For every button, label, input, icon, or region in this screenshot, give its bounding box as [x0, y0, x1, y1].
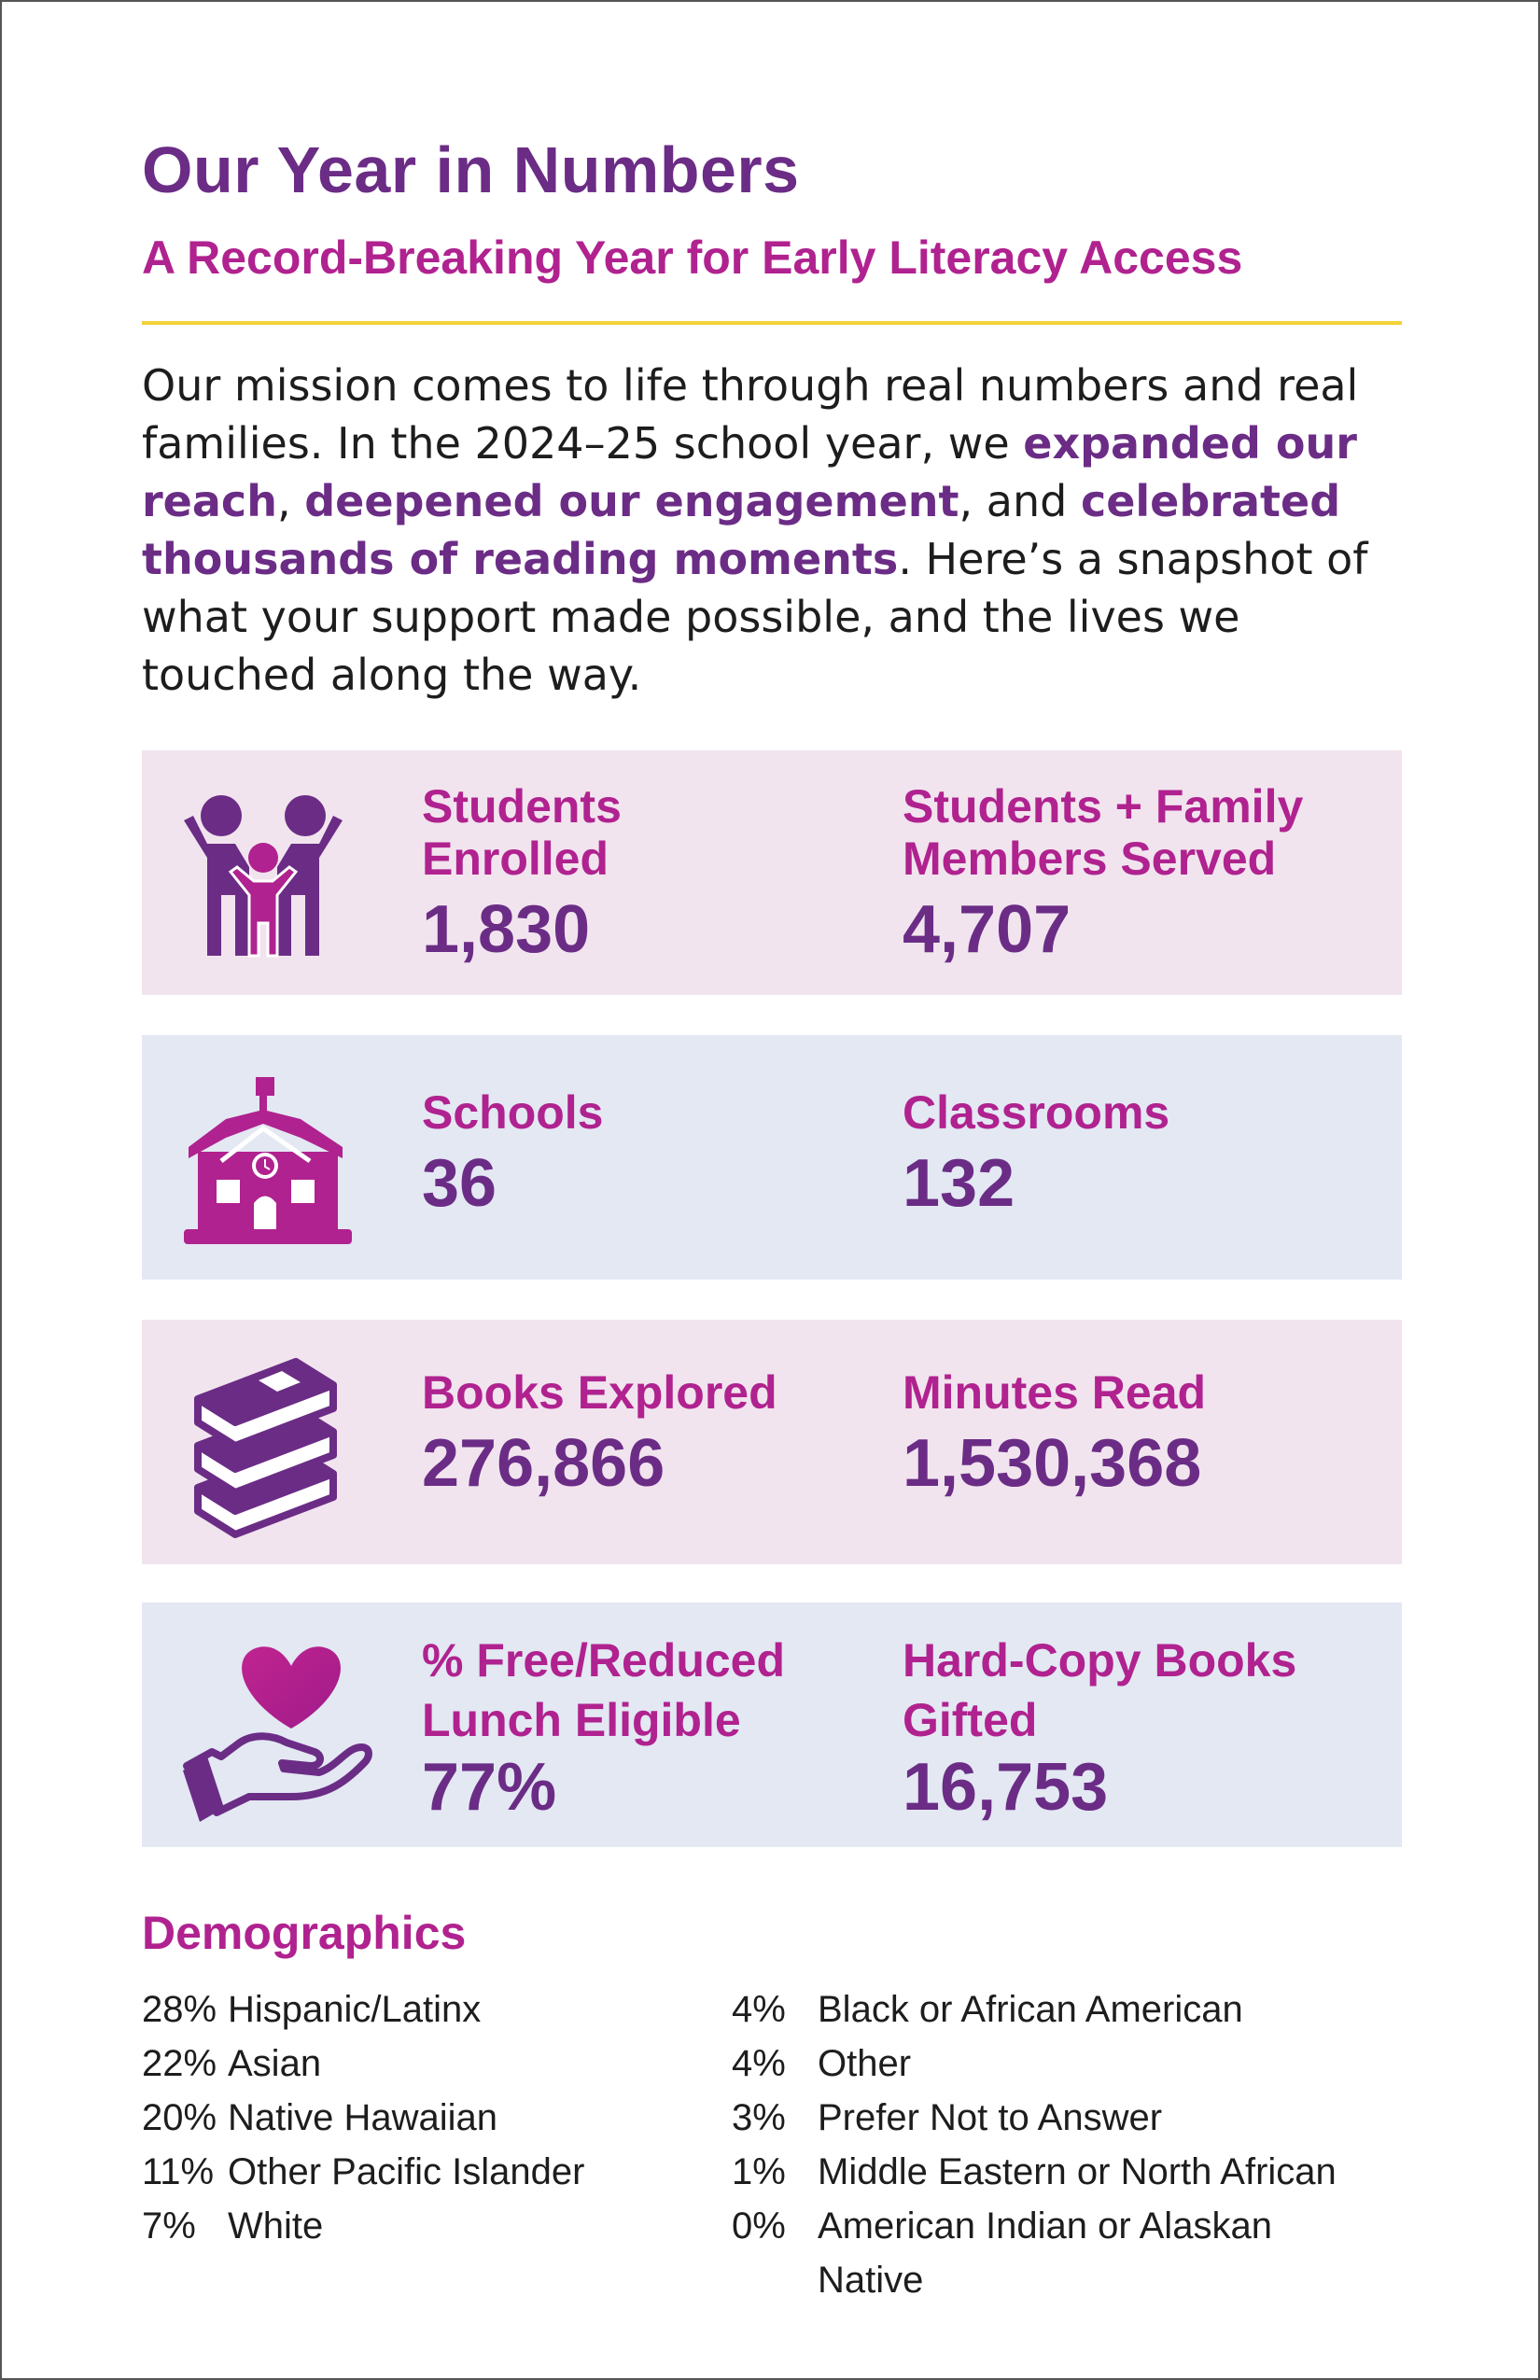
demographic-pct: 22% [142, 2043, 217, 2084]
list-item [732, 1982, 1337, 2037]
stat-value: 4,707 [903, 892, 1071, 967]
stat-value: 16,753 [903, 1750, 1109, 1825]
stat-label: Schools [422, 1086, 604, 1139]
stat-value: 1,530,368 [903, 1426, 1202, 1501]
stats-panel-lunch [142, 1603, 1402, 1847]
demographic-name: Other [818, 2043, 912, 2084]
stats-panel-books [142, 1320, 1402, 1564]
stat-value: 1,830 [422, 892, 591, 967]
school-icon [179, 1072, 357, 1250]
demographic-pct: 3% [732, 2097, 786, 2138]
list-item [142, 2091, 584, 2145]
stat-label: Hard-Copy Books [903, 1634, 1297, 1687]
intro-highlight-reach: expanded our reach [142, 418, 1357, 526]
stat-value: 36 [422, 1146, 497, 1221]
demographic-name: American Indian or Alaskan [818, 2205, 1272, 2247]
stat-label: Students [422, 780, 622, 833]
stat-label: % Free/Reduced [422, 1634, 786, 1687]
divider [142, 321, 1402, 325]
list-item [142, 2145, 584, 2199]
intro-paragraph [142, 357, 1411, 704]
demographic-pct: 11% [142, 2151, 215, 2192]
intro-highlight-moments: celebrated thousands of reading moments [142, 476, 1341, 584]
stat-label: Enrolled [422, 833, 609, 885]
demographic-name: Prefer Not to Answer [818, 2097, 1163, 2138]
stat-students-enrolled [422, 780, 622, 967]
demographic-pct: 7% [142, 2205, 196, 2247]
stat-value: 276,866 [422, 1426, 665, 1501]
list-item [142, 2199, 584, 2253]
demographic-pct [732, 2253, 818, 2307]
list-item [142, 2037, 584, 2091]
heart-hand-icon [179, 1631, 375, 1827]
demographics-list-left [142, 1982, 584, 2253]
list-item [142, 1982, 584, 2037]
demographic-pct: 4% [732, 2043, 786, 2084]
page-title: Our Year in Numbers [142, 133, 800, 206]
demographic-pct: 4% [732, 1989, 786, 2030]
stat-label: Minutes Read [903, 1366, 1207, 1419]
demographic-name: Asian [228, 2043, 322, 2084]
page-subtitle: A Record-Breaking Year for Early Literacy Access [142, 231, 1243, 284]
list-item [732, 2037, 1337, 2091]
stat-label: Books Explored [422, 1366, 777, 1419]
demographic-name: Middle Eastern or North African [818, 2151, 1337, 2192]
stats-panel-schools [142, 1035, 1402, 1280]
intro-separator: , [276, 476, 305, 526]
intro-text: . Here’s a snapshot of what your support made possible, and the lives we touched along the way. [142, 534, 1368, 700]
demographic-name: White [228, 2205, 324, 2247]
demographic-name: Hispanic/Latinx [228, 1989, 482, 2030]
stat-value: 77% [422, 1750, 557, 1825]
intro-text: Our mission comes to life through real numbers and real families. In the 2024–25 school year, we [142, 360, 1359, 469]
stat-label: Gifted [903, 1694, 1038, 1746]
stats-panel-students [142, 750, 1402, 995]
demographic-name: Native Hawaiian [228, 2097, 498, 2138]
list-item [732, 2253, 1337, 2307]
stat-value: 132 [903, 1146, 1015, 1221]
stat-books-explored [422, 1366, 777, 1501]
stat-label: Members Served [903, 833, 1277, 885]
list-item [732, 2091, 1337, 2145]
family-icon [179, 792, 366, 960]
demographic-pct: 0% [732, 2205, 786, 2247]
books-icon [179, 1338, 357, 1548]
list-item [732, 2145, 1337, 2199]
demographics-title: Demographics [142, 1907, 467, 1959]
stat-label: Students + Family [903, 780, 1304, 833]
demographic-pct: 1% [732, 2151, 786, 2192]
demographic-pct: 20% [142, 2097, 217, 2138]
stat-label: Lunch Eligible [422, 1694, 741, 1746]
demographic-pct: 28% [142, 1989, 217, 2030]
stat-family-served [903, 780, 1303, 967]
list-item [732, 2199, 1337, 2253]
stat-schools [422, 1086, 603, 1221]
stat-books-gifted [903, 1631, 1296, 1825]
stat-label: Classrooms [903, 1086, 1170, 1139]
demographics-list-right [732, 1982, 1337, 2307]
intro-highlight-engagement: deepened our engagement [304, 476, 959, 526]
stat-lunch-eligible [422, 1631, 785, 1825]
demographic-name: Other Pacific Islander [228, 2151, 585, 2192]
stat-minutes-read [903, 1366, 1206, 1501]
intro-separator: , and [959, 476, 1081, 526]
stat-classrooms [903, 1086, 1169, 1221]
demographic-name: Native [818, 2260, 924, 2301]
demographic-name: Black or African American [818, 1989, 1243, 2030]
